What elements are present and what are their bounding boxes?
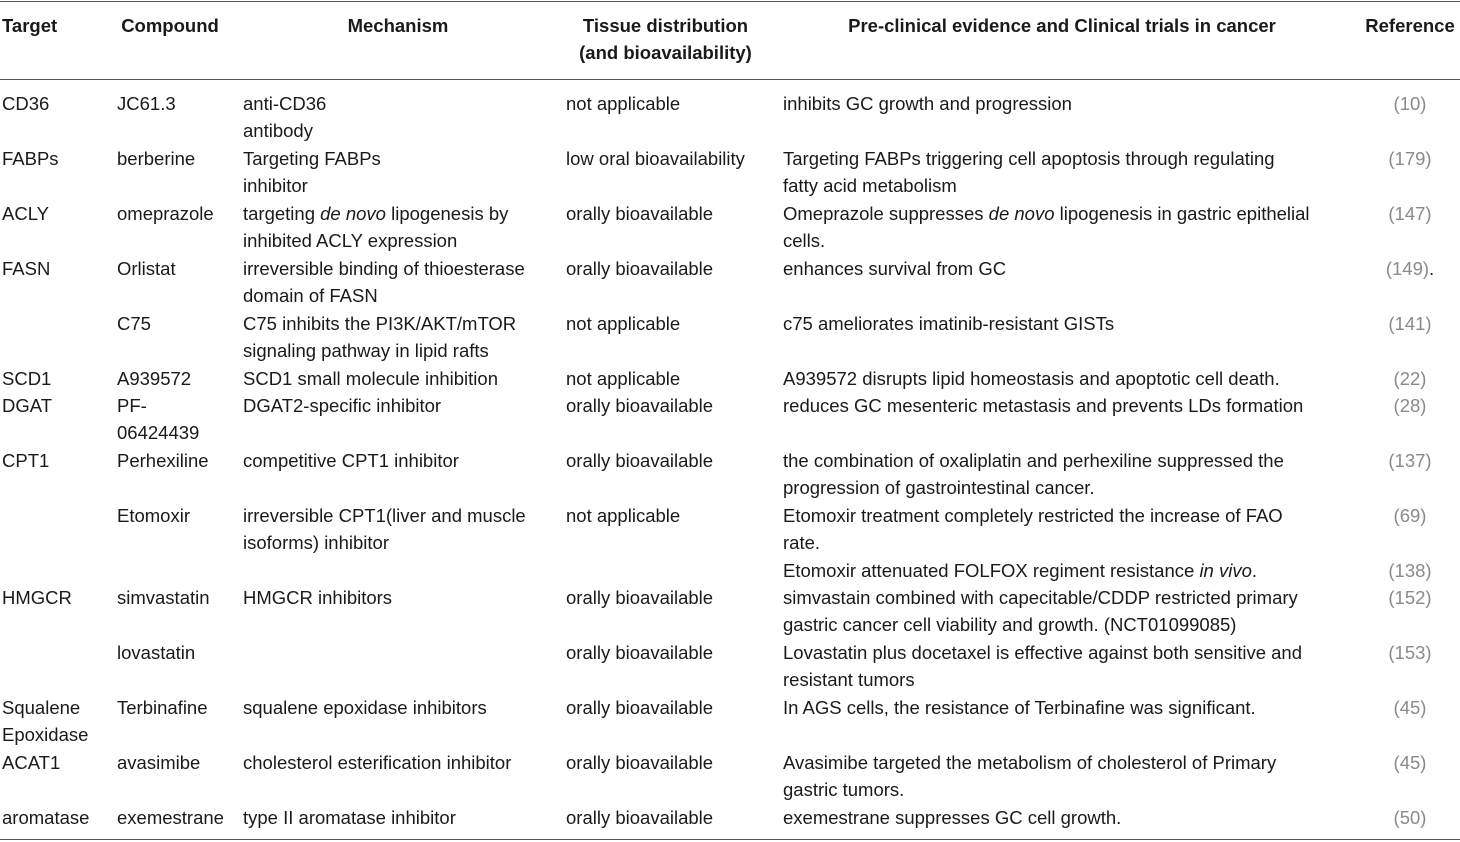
header-evidence: Pre-clinical evidence and Clinical trials in cancer — [848, 15, 1276, 36]
cell-mechanism — [243, 502, 526, 556]
reference-link: (69) — [1393, 505, 1427, 526]
cell-compound — [117, 255, 176, 282]
cell-mechanism-line: anti-CD36 — [243, 93, 327, 114]
cell-reference — [1360, 200, 1460, 227]
cell-evidence-text: lipogenesis in gastric epithelial — [1054, 203, 1310, 224]
cell-target — [2, 365, 51, 392]
reference-link: (149) — [1385, 258, 1430, 279]
cell-evidence-line: Targeting FABPs triggering cell apoptosis through regulating — [783, 148, 1275, 169]
reference-link: (179) — [1388, 148, 1432, 169]
reference-link: (153) — [1388, 642, 1432, 663]
cell-target-line: FASN — [2, 258, 51, 279]
cell-compound-line: A939572 — [117, 368, 192, 389]
cell-mechanism-line: SCD1 small molecule inhibition — [243, 368, 498, 389]
cell-compound-line: simvastatin — [117, 587, 210, 608]
cell-mechanism — [243, 749, 511, 776]
cell-target — [2, 804, 89, 831]
cell-evidence — [783, 804, 1121, 831]
cell-evidence — [783, 310, 1114, 337]
cell-reference — [1360, 447, 1460, 474]
reference-link: (137) — [1388, 450, 1432, 471]
cell-compound — [117, 447, 209, 474]
cell-tissue: orally bioavailable — [566, 752, 714, 773]
cell-evidence-line: Etomoxir treatment completely restricted the increase of FAO — [783, 505, 1283, 526]
cell-evidence — [783, 365, 1280, 392]
cell-mechanism — [243, 584, 392, 611]
cell-compound-line: avasimibe — [117, 752, 201, 773]
cell-compound — [117, 200, 214, 227]
cell-compound — [117, 310, 151, 337]
cell-reference — [1360, 584, 1460, 611]
cell-evidence-line: A939572 disrupts lipid homeostasis and apoptotic cell death. — [783, 368, 1280, 389]
reference-link: (138) — [1388, 560, 1432, 581]
cell-mechanism-line: inhibited ACLY expression — [243, 230, 458, 251]
cell-reference — [1360, 557, 1460, 584]
cell-mechanism-line: signaling pathway in lipid rafts — [243, 340, 489, 361]
cell-reference — [1360, 90, 1460, 117]
cell-mechanism-line: cholesterol esterification inhibitor — [243, 752, 512, 773]
cell-mechanism — [243, 145, 381, 199]
cell-target-line: ACLY — [2, 203, 49, 224]
cell-evidence-line: exemestrane suppresses GC cell growth. — [783, 807, 1122, 828]
cell-tissue: orally bioavailable — [566, 258, 714, 279]
cell-evidence — [783, 694, 1256, 721]
cell-tissue: orally bioavailable — [566, 642, 714, 663]
cell-target-line: CD36 — [2, 93, 50, 114]
cell-mechanism — [243, 310, 516, 364]
cell-target-line: HMGCR — [2, 587, 72, 608]
cell-reference — [1360, 502, 1460, 529]
cell-tissue: not applicable — [566, 93, 681, 114]
top-rule — [0, 1, 1460, 2]
header-compound: Compound — [121, 15, 219, 36]
cell-evidence-text: Etomoxir attenuated FOLFOX regiment resistance — [783, 560, 1200, 581]
header-tissue-line1: Tissue distribution — [582, 15, 749, 36]
cell-mechanism-text: targeting — [243, 203, 321, 224]
cell-mechanism-italic: de novo — [320, 203, 386, 224]
header-tissue — [558, 12, 773, 66]
cell-compound — [117, 584, 210, 611]
cell-evidence-italic: de novo — [988, 203, 1055, 224]
cell-target-line: Epoxidase — [2, 724, 89, 745]
cell-evidence-line: c75 ameliorates imatinib-resistant GISTs — [783, 313, 1115, 334]
cell-evidence — [783, 90, 1072, 117]
cell-reference — [1360, 310, 1460, 337]
cell-compound-line: Etomoxir — [117, 505, 190, 526]
cell-evidence-line: rate. — [783, 532, 821, 553]
reference-link: (45) — [1393, 697, 1427, 718]
cell-compound-line: lovastatin — [117, 642, 196, 663]
cell-evidence-line — [783, 200, 1310, 227]
cell-evidence-line: progression of gastrointestinal cancer. — [783, 477, 1095, 498]
cell-compound-line: PF- — [117, 395, 147, 416]
cell-evidence — [783, 255, 1006, 282]
reference-link: (147) — [1388, 203, 1432, 224]
cell-evidence-line: enhances survival from GC — [783, 258, 1007, 279]
cell-evidence-line: gastric tumors. — [783, 779, 905, 800]
reference-link: (45) — [1393, 752, 1427, 773]
cell-reference — [1360, 365, 1460, 392]
cell-evidence — [783, 639, 1302, 693]
reference-link: (22) — [1393, 368, 1427, 389]
cell-tissue: orally bioavailable — [566, 587, 714, 608]
cell-mechanism-line: competitive CPT1 inhibitor — [243, 450, 459, 471]
cell-tissue: orally bioavailable — [566, 450, 714, 471]
cell-mechanism-line: irreversible CPT1(liver and muscle — [243, 505, 526, 526]
reference-link: (141) — [1388, 313, 1432, 334]
cell-compound-line: Terbinafine — [117, 697, 208, 718]
cell-target — [2, 447, 49, 474]
cell-evidence — [783, 392, 1303, 419]
cell-tissue: orally bioavailable — [566, 807, 714, 828]
cell-mechanism — [243, 447, 459, 474]
cell-reference — [1360, 639, 1460, 666]
cell-target — [2, 145, 59, 172]
cell-compound — [117, 90, 176, 117]
cell-mechanism — [243, 365, 498, 392]
cell-target-line: Squalene — [2, 697, 81, 718]
cell-mechanism — [243, 804, 456, 831]
cell-mechanism — [243, 255, 525, 309]
bottom-rule — [0, 839, 1460, 840]
cell-target — [2, 255, 50, 282]
cell-mechanism-line: squalene epoxidase inhibitors — [243, 697, 487, 718]
cell-compound-line: Perhexiline — [117, 450, 209, 471]
header-tissue-line2: (and bioavailability) — [579, 42, 752, 63]
cell-evidence — [783, 200, 1310, 254]
cell-target — [2, 90, 49, 117]
cell-reference — [1360, 694, 1460, 721]
cell-compound — [117, 694, 208, 721]
cell-target — [2, 749, 60, 776]
cell-target-line: FABPs — [2, 148, 59, 169]
reference-link: (152) — [1388, 587, 1432, 608]
cell-tissue: orally bioavailable — [566, 203, 714, 224]
cell-evidence-line: inhibits GC growth and progression — [783, 93, 1072, 114]
cell-tissue: not applicable — [566, 313, 681, 334]
cell-compound-line: omeprazole — [117, 203, 214, 224]
cell-evidence-line: Avasimibe targeted the metabolism of cholesterol of Primary — [783, 752, 1277, 773]
cell-compound — [117, 749, 200, 776]
cell-evidence-line: simvastain combined with capecitable/CDDP restricted primary — [783, 587, 1298, 608]
cell-target-line: SCD1 — [2, 368, 52, 389]
cell-tissue: orally bioavailable — [566, 697, 714, 718]
cell-compound-line: exemestrane — [117, 807, 224, 828]
cell-evidence-line: gastric cancer cell viability and growth. (NCT01099085) — [783, 614, 1237, 635]
cell-tissue: not applicable — [566, 505, 681, 526]
cell-evidence-line: In AGS cells, the resistance of Terbinafine was significant. — [783, 697, 1256, 718]
cell-compound-line: 06424439 — [117, 422, 200, 443]
cell-evidence-line: fatty acid metabolism — [783, 175, 957, 196]
cell-evidence — [783, 557, 1257, 584]
cell-compound-line: C75 — [117, 313, 151, 334]
cell-mechanism-line — [243, 200, 508, 227]
cell-target-line: DGAT — [2, 395, 53, 416]
cell-evidence — [783, 145, 1275, 199]
reference-link: (10) — [1393, 93, 1427, 114]
cell-mechanism-line: Targeting FABPs — [243, 148, 381, 169]
cell-compound — [117, 145, 195, 172]
cell-target — [2, 584, 72, 611]
cell-compound — [117, 502, 190, 529]
cell-tissue: orally bioavailable — [566, 395, 714, 416]
cell-evidence — [783, 584, 1298, 638]
cell-mechanism — [243, 392, 441, 419]
cell-compound — [117, 639, 195, 666]
cell-mechanism-line: HMGCR inhibitors — [243, 587, 393, 608]
cell-evidence — [783, 749, 1276, 803]
cell-reference — [1360, 392, 1460, 419]
cell-compound — [117, 392, 199, 446]
cell-compound-line: Orlistat — [117, 258, 176, 279]
header-mechanism: Mechanism — [347, 15, 449, 36]
cell-target — [2, 392, 52, 419]
cell-compound-line: berberine — [117, 148, 196, 169]
cell-mechanism-line: irreversible binding of thioesterase — [243, 258, 525, 279]
cell-reference — [1360, 145, 1460, 172]
cell-compound — [117, 804, 224, 831]
cell-mechanism — [243, 90, 326, 144]
cell-evidence-line — [783, 557, 1257, 584]
header-target: Target — [2, 15, 58, 36]
cell-mechanism-line: antibody — [243, 120, 313, 141]
cell-target-line: aromatase — [2, 807, 90, 828]
cell-tissue: not applicable — [566, 368, 681, 389]
cell-mechanism — [243, 200, 508, 254]
cell-evidence-italic: in vivo — [1199, 560, 1252, 581]
cell-reference — [1360, 255, 1460, 282]
reference-link: (28) — [1393, 395, 1427, 416]
cell-compound — [117, 365, 191, 392]
cell-evidence-line: resistant tumors — [783, 669, 915, 690]
cell-evidence — [783, 447, 1284, 501]
cell-mechanism — [243, 694, 487, 721]
cell-evidence-line: reduces GC mesenteric metastasis and prevents LDs formation — [783, 395, 1304, 416]
cell-target-line: ACAT1 — [2, 752, 61, 773]
cell-reference — [1360, 804, 1460, 831]
cell-target — [2, 694, 88, 748]
cell-evidence-text: . — [1251, 560, 1258, 581]
cell-mechanism-line: isoforms) inhibitor — [243, 532, 389, 553]
cell-mechanism-text: lipogenesis by — [385, 203, 509, 224]
reference-link: (50) — [1393, 807, 1427, 828]
cell-target-line: CPT1 — [2, 450, 50, 471]
cell-evidence-line: Lovastatin plus docetaxel is effective against both sensitive and — [783, 642, 1303, 663]
cell-mechanism-line: domain of FASN — [243, 285, 378, 306]
header-reference: Reference — [1365, 15, 1455, 36]
cell-mechanism-line: DGAT2-specific inhibitor — [243, 395, 442, 416]
reference-tail: . — [1429, 258, 1435, 279]
cell-evidence — [783, 502, 1283, 556]
cell-reference — [1360, 749, 1460, 776]
cell-compound-line: JC61.3 — [117, 93, 176, 114]
cell-mechanism-line: type II aromatase inhibitor — [243, 807, 456, 828]
cell-tissue: low oral bioavailability — [566, 148, 745, 169]
cell-mechanism-line: C75 inhibits the PI3K/AKT/mTOR — [243, 313, 517, 334]
header-rule — [0, 79, 1460, 80]
cell-mechanism-line: inhibitor — [243, 175, 308, 196]
cell-evidence-line: cells. — [783, 230, 826, 251]
cell-evidence-line: the combination of oxaliplatin and perhexiline suppressed the — [783, 450, 1284, 471]
cell-evidence-text: Omeprazole suppresses — [783, 203, 989, 224]
cell-target — [2, 200, 49, 227]
